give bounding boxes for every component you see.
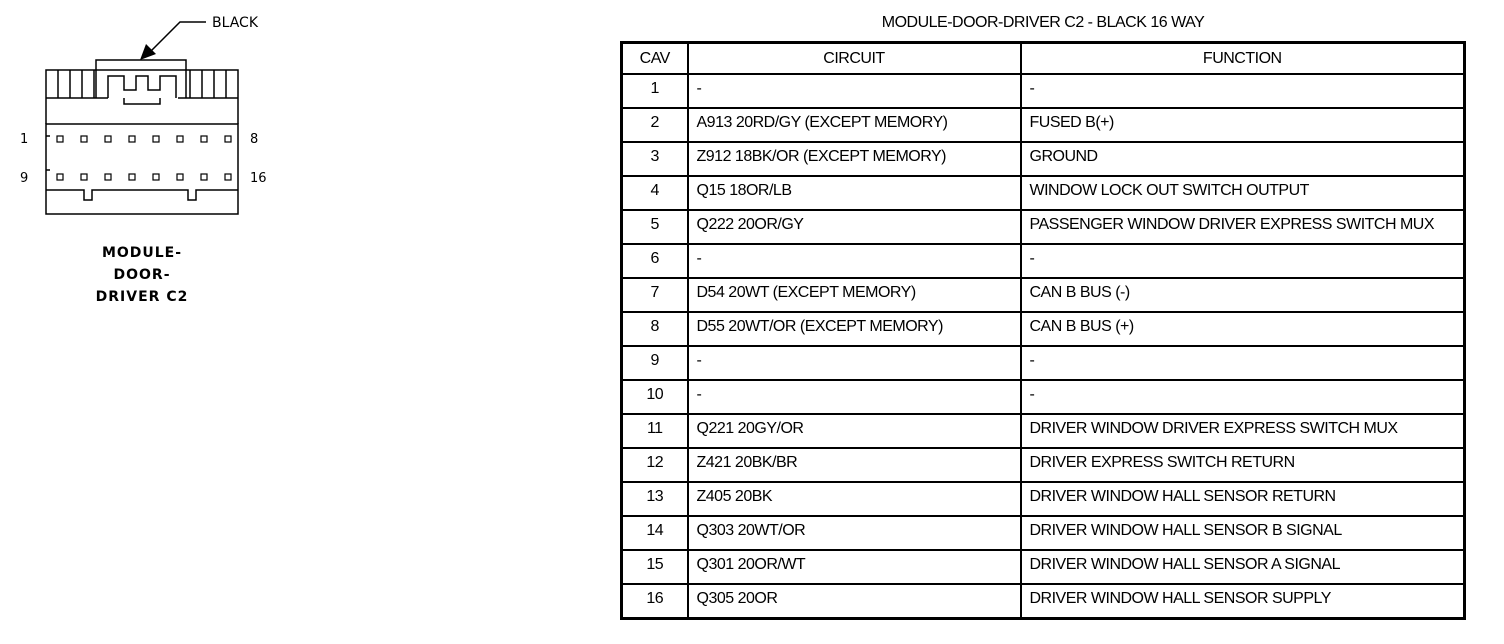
header-cav: CAV (622, 43, 688, 75)
cell-cav: 11 (622, 414, 688, 448)
pin-cavity (201, 136, 207, 142)
cell-function: - (1021, 74, 1465, 108)
cell-circuit: Q305 20OR (688, 584, 1021, 619)
pin-row-2 (57, 174, 231, 180)
cell-circuit: - (688, 380, 1021, 414)
table-row (622, 210, 1465, 244)
header-circuit: CIRCUIT (688, 43, 1021, 75)
pin-cavity (105, 174, 111, 180)
cell-function: - (1021, 346, 1465, 380)
table-row (622, 346, 1465, 380)
pin-cavity (81, 136, 87, 142)
pin-cavity (201, 174, 207, 180)
connector-body (46, 124, 238, 214)
connector-latch (46, 70, 238, 124)
cell-cav: 3 (622, 142, 688, 176)
table-row (622, 312, 1465, 346)
cell-function: GROUND (1021, 142, 1465, 176)
color-callout-label: BLACK (212, 15, 259, 31)
cell-function: DRIVER WINDOW HALL SENSOR A SIGNAL (1021, 550, 1465, 584)
table-row (622, 176, 1465, 210)
pin-row-1 (57, 136, 231, 142)
table-title: MODULE-DOOR-DRIVER C2 - BLACK 16 WAY (881, 14, 1205, 31)
cell-circuit: Q222 20OR/GY (688, 210, 1021, 244)
cell-cav: 4 (622, 176, 688, 210)
pin-cavity (57, 136, 63, 142)
cell-circuit: Q303 20WT/OR (688, 516, 1021, 550)
cell-cav: 10 (622, 380, 688, 414)
cell-function: - (1021, 244, 1465, 278)
table-row (622, 244, 1465, 278)
table-row (622, 74, 1465, 108)
cell-function: DRIVER WINDOW HALL SENSOR RETURN (1021, 482, 1465, 516)
cell-circuit: A913 20RD/GY (EXCEPT MEMORY) (688, 108, 1021, 142)
cell-function: DRIVER WINDOW DRIVER EXPRESS SWITCH MUX (1021, 414, 1465, 448)
pin-label-row1-end: 8 (250, 132, 259, 147)
table-row (622, 142, 1465, 176)
cell-function: DRIVER EXPRESS SWITCH RETURN (1021, 448, 1465, 482)
pin-cavity (129, 174, 135, 180)
cell-cav: 6 (622, 244, 688, 278)
cell-cav: 15 (622, 550, 688, 584)
table-row (622, 108, 1465, 142)
pin-label-row2-end: 16 (250, 171, 267, 186)
table-row (622, 380, 1465, 414)
cell-function: DRIVER WINDOW HALL SENSOR SUPPLY (1021, 584, 1465, 619)
cell-circuit: Z421 20BK/BR (688, 448, 1021, 482)
cell-function: CAN B BUS (-) (1021, 278, 1465, 312)
cell-function: CAN B BUS (+) (1021, 312, 1465, 346)
cell-circuit: Z912 18BK/OR (EXCEPT MEMORY) (688, 142, 1021, 176)
table-row (622, 516, 1465, 550)
connector-name-line: DOOR- (113, 267, 171, 283)
cell-circuit: - (688, 74, 1021, 108)
pin-cavity (177, 174, 183, 180)
cell-circuit: Q301 20OR/WT (688, 550, 1021, 584)
cell-function: FUSED B(+) (1021, 108, 1465, 142)
connector-ribs (46, 70, 238, 98)
connector-name-line: MODULE- (101, 245, 183, 261)
pin-cavity (81, 174, 87, 180)
pin-cavity (225, 174, 231, 180)
table-row (622, 550, 1465, 584)
cell-cav: 7 (622, 278, 688, 312)
connector-name-line: DRIVER C2 (95, 289, 189, 305)
pin-cavity (153, 174, 159, 180)
cell-cav: 14 (622, 516, 688, 550)
header-function: FUNCTION (1021, 43, 1465, 75)
cell-function: DRIVER WINDOW HALL SENSOR B SIGNAL (1021, 516, 1465, 550)
connector-name (60, 242, 224, 308)
cell-cav: 8 (622, 312, 688, 346)
cell-function: - (1021, 380, 1465, 414)
table-row (622, 278, 1465, 312)
table-row (622, 584, 1465, 619)
pin-cavity (177, 136, 183, 142)
cell-cav: 1 (622, 74, 688, 108)
cell-circuit: D54 20WT (EXCEPT MEMORY) (688, 278, 1021, 312)
cell-function: WINDOW LOCK OUT SWITCH OUTPUT (1021, 176, 1465, 210)
black-callout-arrow (140, 22, 206, 60)
cell-cav: 12 (622, 448, 688, 482)
cell-function: PASSENGER WINDOW DRIVER EXPRESS SWITCH MUX (1021, 210, 1465, 244)
cell-cav: 16 (622, 584, 688, 619)
pin-cavity (57, 174, 63, 180)
cell-circuit: Q221 20GY/OR (688, 414, 1021, 448)
cell-circuit: D55 20WT/OR (EXCEPT MEMORY) (688, 312, 1021, 346)
cell-circuit: Q15 18OR/LB (688, 176, 1021, 210)
cell-circuit: Z405 20BK (688, 482, 1021, 516)
cell-circuit: - (688, 244, 1021, 278)
table-row (622, 448, 1465, 482)
cell-circuit: - (688, 346, 1021, 380)
pin-cavity (129, 136, 135, 142)
table-header-row (622, 43, 1465, 75)
connector-diagram (0, 0, 300, 240)
pin-label-row2-start: 9 (20, 171, 29, 186)
connector-lock-tab (96, 60, 186, 104)
table-row (622, 482, 1465, 516)
pin-label-row1-start: 1 (20, 132, 29, 147)
cell-cav: 5 (622, 210, 688, 244)
pin-cavity (225, 136, 231, 142)
cell-cav: 2 (622, 108, 688, 142)
pin-cavity (153, 136, 159, 142)
table-row (622, 414, 1465, 448)
cell-cav: 9 (622, 346, 688, 380)
pinout-table (620, 41, 1466, 620)
connector-keys (46, 190, 238, 200)
cell-cav: 13 (622, 482, 688, 516)
pin-cavity (105, 136, 111, 142)
